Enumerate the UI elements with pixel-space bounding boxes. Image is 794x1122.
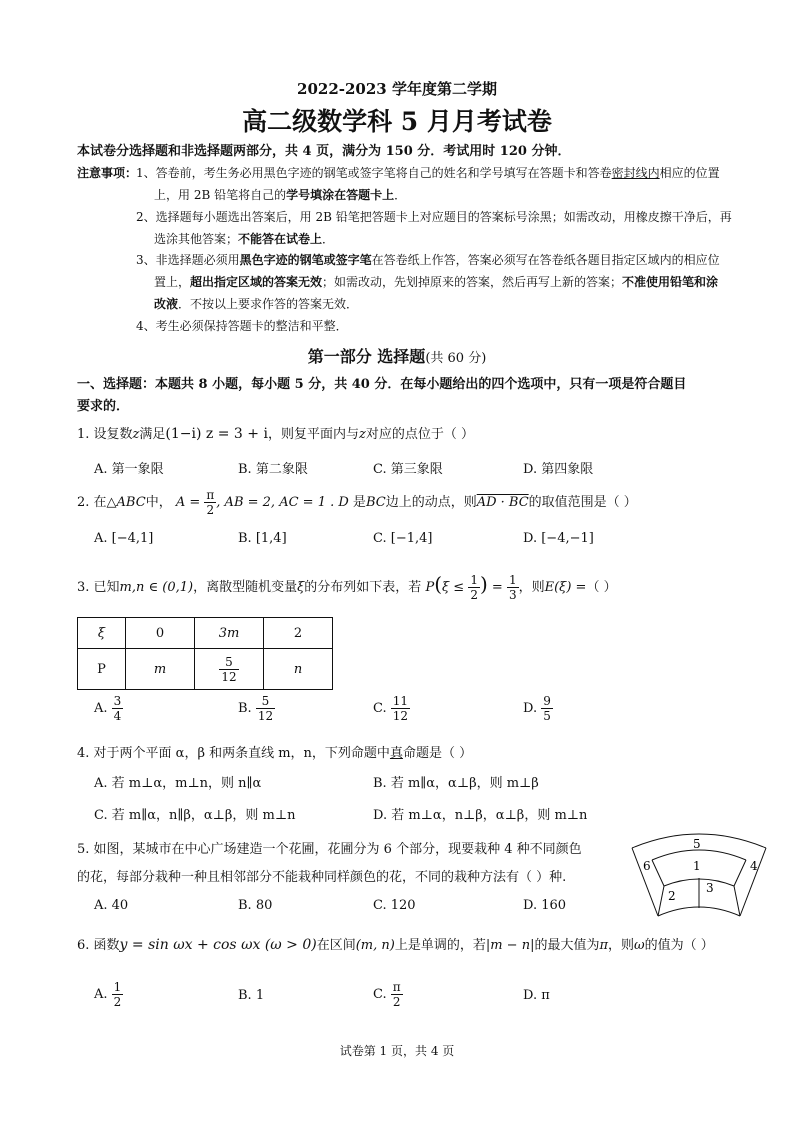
- question-5-option-b[interactable]: B. 80: [238, 898, 273, 913]
- note-1-line-1: 1、答卷前，考生务必用黑色字迹的钢笔或签字笔将自己的姓名和学号填写在答题卡和答卷密封线内相应的位置: [136, 166, 720, 180]
- pi-over-2-fraction: $\frac{\pi}{2}$: [206, 488, 215, 517]
- question-3-option-c[interactable]: C. $\frac{11}{12}$: [373, 694, 409, 723]
- question-3-option-d[interactable]: D. $\frac{9}{5}$: [523, 694, 551, 723]
- table-cell: ξ: [78, 618, 126, 649]
- question-2-option-d[interactable]: D. [−4,−1]: [523, 531, 594, 546]
- note-1-line-2: 上，用 2B 铅笔将自己的学号填涂在答题卡上．: [154, 188, 407, 202]
- section-1-line-2: 要求的．: [77, 399, 130, 414]
- term-heading: 2022-2023 学年度第二学期: [297, 80, 497, 98]
- question-3-option-b[interactable]: B. $\frac{5}{12}$: [238, 694, 274, 723]
- region-label-5: 5: [693, 837, 701, 851]
- question-4-stem: 4. 对于两个平面 α，β 和两条直线 m，n，下列命题中真命题是（ ）: [77, 746, 473, 761]
- notes-label: 注意事项：: [77, 166, 138, 180]
- table-cell: P: [78, 649, 126, 690]
- question-5-option-d[interactable]: D. 160: [523, 898, 567, 913]
- distribution-table: [77, 617, 333, 690]
- question-3-stem: 3. 已知m,n ∈ (0,1)，离散型随机变量ξ的分布列如下表，若 P(ξ ≤ $\frac{1}{2}$ ) = $\frac{1}{3}$ ，则E(ξ) =（ ）: [77, 572, 617, 602]
- region-label-1: 1: [693, 859, 701, 873]
- intro-line: 本试卷分选择题和非选择题两部分，共 4 页，满分为 150 分．考试用时 120 分钟．: [77, 144, 571, 159]
- question-5-option-a[interactable]: A. 40: [94, 898, 129, 913]
- one-half-fraction: $\frac{1}{2}$: [470, 573, 478, 602]
- question-2-stem: 2. 在△ABC中， A = $\frac{\pi}{2}$ , AB = 2, AC = 1 . D 是BC边上的动点，则AD · BC的取值范围是（ ）: [77, 488, 637, 517]
- table-cell: n: [264, 649, 333, 690]
- question-5-option-c[interactable]: C. 120: [373, 898, 416, 913]
- table-row: [78, 618, 333, 649]
- question-4-option-b[interactable]: B. 若 m∥α，α⊥β，则 m⊥β: [373, 776, 539, 791]
- question-4-option-a[interactable]: A. 若 m⊥α，m⊥n，则 n∥α: [94, 776, 262, 791]
- question-4-option-d[interactable]: D. 若 m⊥α，n⊥β，α⊥β，则 m⊥n: [373, 808, 588, 823]
- note-3-line-3: 改液．不按以上要求作答的答案无效．: [154, 297, 359, 311]
- page-title: 高二级数学科 5 月月考试卷: [242, 107, 552, 136]
- table-cell: 3m: [195, 618, 264, 649]
- question-5-line-1: 5. 如图，某城市在中心广场建造一个花圃，花圃分为 6 个部分，现要栽种 4 种不同颜色: [77, 842, 582, 857]
- question-6-option-c[interactable]: C. $\frac{\pi}{2}$: [373, 980, 401, 1009]
- question-2-option-a[interactable]: A. [−4,1]: [94, 531, 154, 546]
- question-6-option-a[interactable]: A. $\frac{1}{2}$: [94, 980, 122, 1009]
- question-2-option-c[interactable]: C. [−1,4]: [373, 531, 433, 546]
- region-label-4: 4: [750, 859, 758, 873]
- question-4-option-c[interactable]: C. 若 m∥α，n∥β，α⊥β，则 m⊥n: [94, 808, 296, 823]
- note-4: 4、考生必须保持答题卡的整洁和平整．: [136, 319, 348, 333]
- note-2-line-1: 2、选择题每小题选出答案后，用 2B 铅笔把答题卡上对应题目的答案标号涂黑；如需改动，用橡皮擦干净后，再: [136, 210, 732, 224]
- question-3-option-a[interactable]: A. $\frac{3}{4}$: [94, 694, 122, 723]
- table-cell: 2: [264, 618, 333, 649]
- table-cell: 0: [126, 618, 195, 649]
- question-1-stem: 1. 设复数z满足(1−i) z = 3 + i，则复平面内与z对应的点位于（ ）: [77, 426, 474, 442]
- question-1-option-c[interactable]: C. 第三象限: [373, 462, 443, 477]
- region-label-6: 6: [643, 859, 651, 873]
- question-1-option-b[interactable]: B. 第二象限: [238, 462, 308, 477]
- region-label-3: 3: [706, 881, 714, 895]
- question-6-option-b[interactable]: B. 1: [238, 988, 265, 1003]
- region-label-2: 2: [668, 889, 676, 903]
- question-6-stem: 6. 函数y = sin ωx + cos ωx (ω > 0)在区间(m, n)上是单调的，若|m − n|的最大值为π，则ω的值为（ ）: [77, 937, 714, 953]
- note-2-line-2: 选涂其他答案；不能答在试卷上．: [154, 232, 335, 246]
- one-third-fraction: $\frac{1}{3}$: [508, 573, 517, 602]
- note-3-line-1: 3、非选择题必须用黑色字迹的钢笔或签字笔在答卷纸上作答，答案必须写在答卷纸各题目指定区域内的相应位: [136, 253, 720, 267]
- question-1-option-d[interactable]: D. 第四象限: [523, 462, 594, 477]
- table-cell: m: [126, 649, 195, 690]
- page-footer: 试卷第 1 页，共 4 页: [339, 1044, 455, 1058]
- question-1-option-a[interactable]: A. 第一象限: [94, 462, 164, 477]
- question-6-option-d[interactable]: D. π: [523, 988, 550, 1003]
- question-5-line-2: 的花，每部分栽种一种且相邻部分不能栽种同样颜色的花，不同的栽种方法有（ ）种.: [77, 870, 567, 885]
- table-row: [78, 649, 333, 690]
- table-cell: $\frac{5}{12}$: [195, 649, 264, 690]
- question-2-option-b[interactable]: B. [1,4]: [238, 531, 287, 546]
- note-3-line-2: 置上，超出指定区域的答案无效；如需改动，先划掉原来的答案，然后再写上新的答案；不准使用铅笔和涂: [154, 275, 719, 289]
- section-1-line-1: 一、选择题：本题共 8 小题，每小题 5 分，共 40 分．在每小题给出的四个选项中，只有一项是符合题目: [77, 377, 687, 392]
- flower-bed-figure: [628, 826, 770, 922]
- part-1-heading: 第一部分 选择题(共 60 分): [307, 347, 487, 366]
